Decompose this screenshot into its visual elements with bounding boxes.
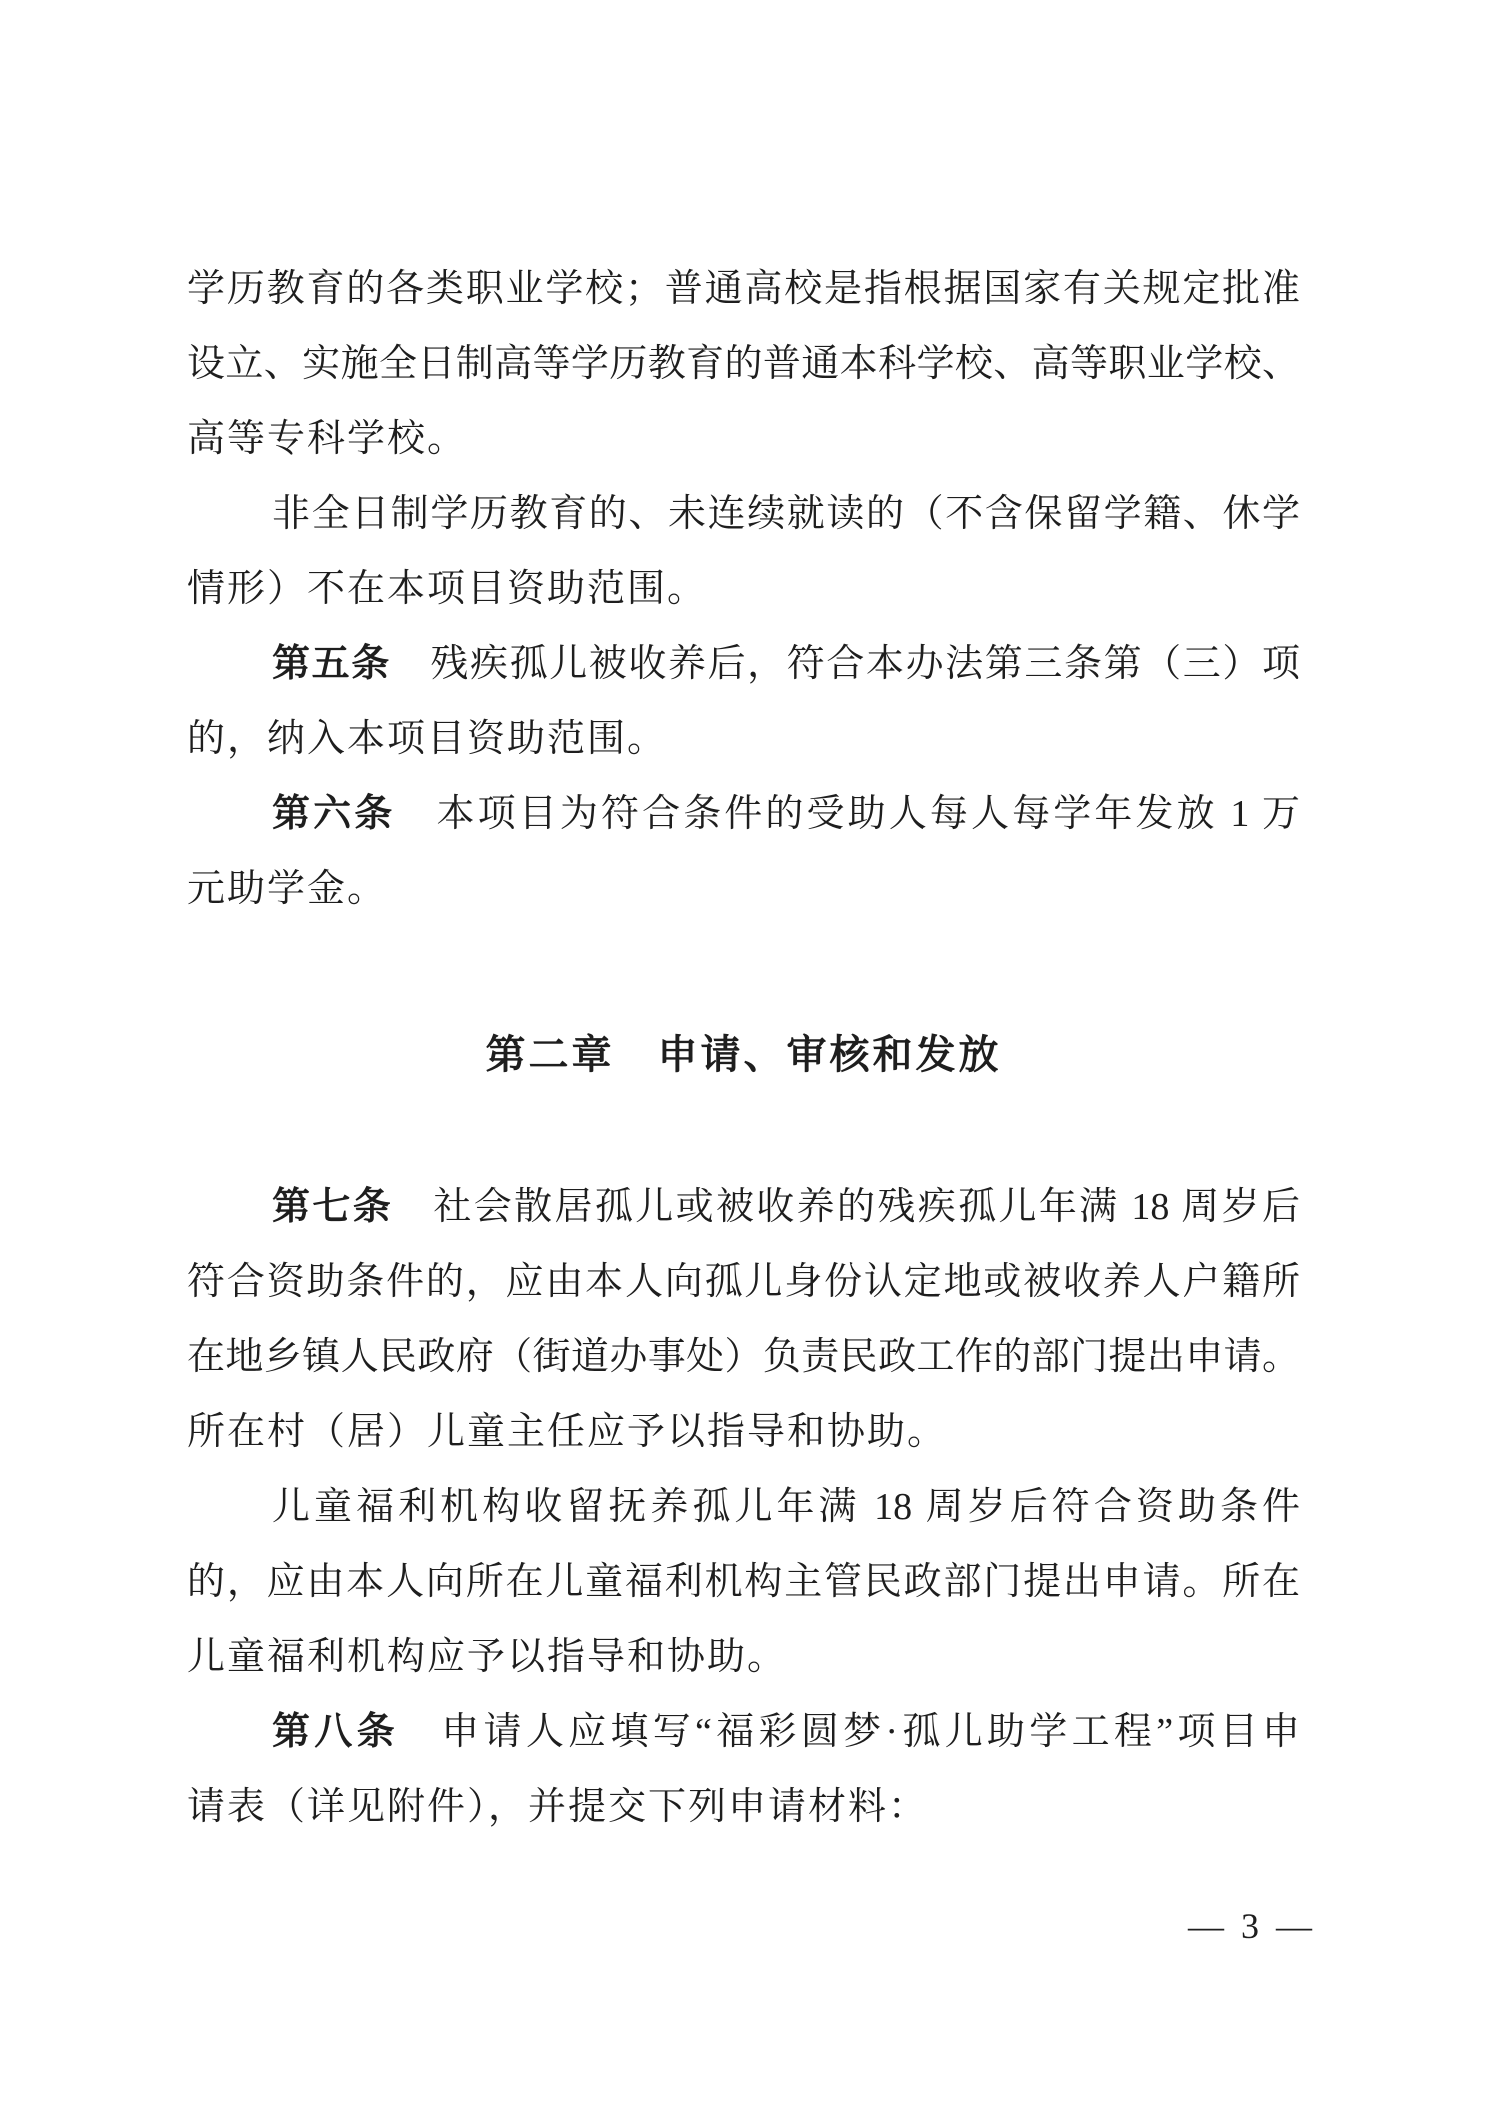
text-line xyxy=(187,1470,1300,1545)
text-line xyxy=(187,252,1300,327)
text-line xyxy=(187,327,1300,402)
line-text: 学历教育的各类职业学校；普通高校是指根据国家有关规定批准 xyxy=(187,268,1300,310)
line-text: 儿童福利机构收留抚养孤儿年满 18 周岁后符合资助条件 xyxy=(272,1486,1300,1528)
line-text: 设立、实施全日制高等学历教育的普通本科学校、高等职业学校、 xyxy=(187,343,1300,385)
text-line xyxy=(187,552,1300,627)
line-text: 本项目为符合条件的受助人每人每学年发放 1 万 xyxy=(395,793,1300,835)
article-number: 第八条 xyxy=(272,1711,399,1753)
text-line xyxy=(187,1320,1300,1395)
line-text: 社会散居孤儿或被收养的残疾孤儿年满 18 周岁后 xyxy=(393,1186,1300,1228)
line-text: 高等专科学校。 xyxy=(187,418,468,460)
article-number: 第七条 xyxy=(272,1186,394,1228)
chapter-heading: 第二章 申请、审核和发放 xyxy=(485,1032,1002,1077)
article-number: 第六条 xyxy=(272,793,396,835)
line-text: 非全日制学历教育的、未连续就读的（不含保留学籍、休学 xyxy=(272,493,1300,535)
text-line xyxy=(187,852,1300,927)
article-number: 第五条 xyxy=(272,643,391,685)
line-text: 申请人应填写“福彩圆梦·孤儿助学工程”项目申 xyxy=(398,1711,1300,1753)
text-line xyxy=(187,402,1300,477)
text-line xyxy=(187,1695,1300,1770)
text-line xyxy=(187,1170,1300,1245)
line-text: 所在村（居）儿童主任应予以指导和协助。 xyxy=(187,1411,948,1453)
text-line xyxy=(187,1545,1300,1620)
line-text: 儿童福利机构应予以指导和协助。 xyxy=(187,1636,788,1678)
text-line xyxy=(187,1395,1300,1470)
line-text: 的，应由本人向所在儿童福利机构主管民政部门提出申请。所在 xyxy=(187,1561,1300,1603)
line-text: 的，纳入本项目资助范围。 xyxy=(187,718,668,760)
text-line xyxy=(187,1620,1300,1695)
line-text: 情形）不在本项目资助范围。 xyxy=(187,568,708,610)
text-line xyxy=(187,1770,1300,1845)
line-text: 在地乡镇人民政府（街道办事处）负责民政工作的部门提出申请。 xyxy=(187,1336,1300,1378)
text-line xyxy=(187,627,1300,702)
text-line xyxy=(187,777,1300,852)
body-text xyxy=(187,252,1300,1845)
line-text: 请表（详见附件），并提交下列申请材料： xyxy=(187,1786,929,1828)
line-text: 元助学金。 xyxy=(187,868,388,910)
line-text: 残疾孤儿被收养后，符合本办法第三条第（三）项 xyxy=(390,643,1300,685)
page-number: — 3 — xyxy=(1188,1906,1316,1946)
line-text: 符合资助条件的，应由本人向孤儿身份认定地或被收养人户籍所 xyxy=(187,1261,1300,1303)
text-line xyxy=(187,477,1300,552)
text-line xyxy=(187,702,1300,777)
text-line xyxy=(187,1245,1300,1320)
